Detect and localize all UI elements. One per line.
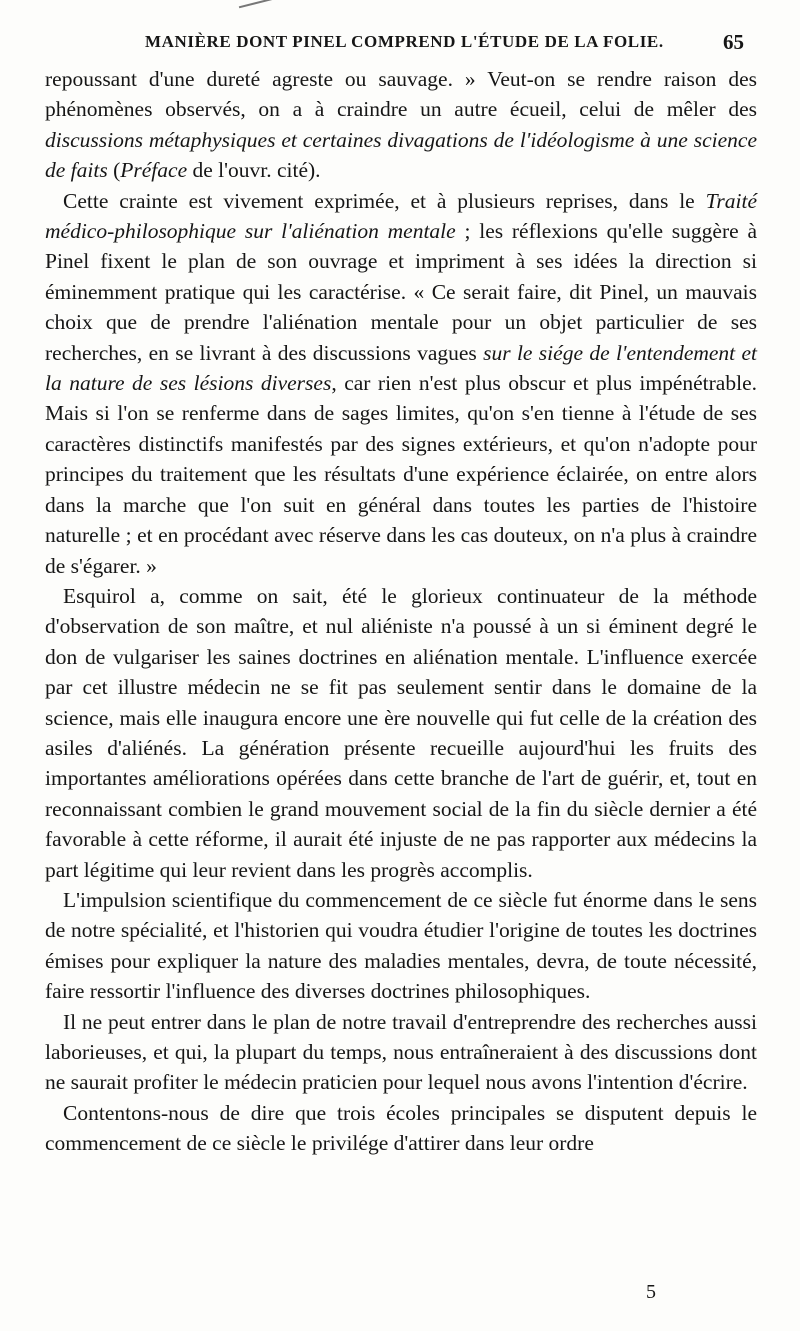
ink-mark: [239, 0, 275, 20]
text-run: ; les réflexions qu'elle suggère à Pinel fixent le plan de son ouvrage et impriment à ses idées la direction si éminemment pratique qui les caractérise. « Ce serait faire, dit Pinel, un mauvais choix que de prendre l'aliénation mentale pour un objet particulier de ses recherches, en se livrant à des discussions vagues: [45, 219, 757, 365]
text-run: Il ne peut entrer dans le plan de notre travail d'entreprendre des recherches aussi laborieuses, et qui, la plupart du temps, nous entraîneraient à des discussions dont ne saurait profiter le médecin praticien pour lequel nous avons l'intention d'écrire.: [45, 1009, 757, 1095]
running-title: MANIÈRE DONT PINEL COMPREND L'ÉTUDE DE LA FOLIE.: [145, 32, 664, 51]
paragraph: [45, 581, 757, 885]
paragraph: [45, 1007, 757, 1098]
italic-text: discussions métaphysiques et certaines divagations de l'idéologisme à une science de faits: [45, 127, 757, 183]
text-run: Cette crainte est vivement exprimée, et à plusieurs reprises, dans le: [63, 188, 706, 213]
paragraph: [45, 64, 757, 186]
text-run: repoussant d'une dureté agreste ou sauvage. » Veut-on se rendre raison des phénomènes observés, on a à craindre un autre écueil, celui de mêler des: [45, 67, 757, 122]
text-run: de l'ouvr. cité).: [187, 158, 321, 183]
text-run: L'impulsion scientifique du commencement de ce siècle fut énorme dans le sens de notre spécialité, et l'historien qui voudra étudier l'origine de toutes les doctrines émises pour expliquer la nature des maladies mentales, devra, de toute nécessité, faire ressortir l'influence des diverses doctrines philosophiques.: [45, 887, 757, 1004]
text-run: , car rien n'est plus obscur et plus impénétrable. Mais si l'on se renferme dans de sages limites, qu'on s'en tienne à l'étude de ses caractères distinctifs manifestés par des signes extérieurs, et qu'on n'adopte pour principes du traitement que les résultats d'une expérience éclairée, on entre alors dans la marche que l'on suit en général dans toutes les parties de l'histoire naturelle ; et en procédant avec réserve dans les cas douteux, on n'a plus à craindre de s'égarer. »: [45, 371, 757, 578]
page-number: 65: [723, 30, 744, 54]
page-header: [0, 30, 800, 56]
signature-mark: 5: [646, 1281, 656, 1303]
text-run: Esquirol a, comme on sait, été le glorieux continuateur de la méthode d'observation de son maître, et nul aliéniste n'a poussé à un si éminent degré le don de vulgariser les saines doctrines en aliénation mentale. L'influence exercée par cet illustre médecin ne se fit pas seulement sentir dans le domaine de la science, mais elle inaugura encore une ère nouvelle qui fut celle de la création des asiles d'aliénés. La génération présente recueille aujourd'hui les fruits des importantes améliorations opérées dans cette branche de l'art de guérir, et, tout en reconnaissant combien le grand mouvement social de la fin du siècle dernier a été favorable à cette réforme, il aurait été injuste de ne pas rapporter aux médecins la part légitime qui leur revient dans les progrès accomplis.: [45, 583, 757, 882]
text-run: Contentons-nous de dire que trois écoles principales se disputent depuis le commencement de ce siècle le privilége d'attirer dans leur ordre: [45, 1100, 757, 1156]
body-text: [45, 64, 757, 1159]
paragraph: [45, 1098, 757, 1159]
italic-text: Préface: [120, 158, 188, 183]
paragraph: [45, 186, 757, 581]
text-run: (: [107, 158, 121, 183]
paragraph: [45, 885, 757, 1007]
italic-text: Traité médico-philosophique sur l'aliénation mentale: [45, 188, 757, 244]
italic-text: sur le siége de l'entendement et la nature de ses lésions diverses: [45, 340, 758, 396]
